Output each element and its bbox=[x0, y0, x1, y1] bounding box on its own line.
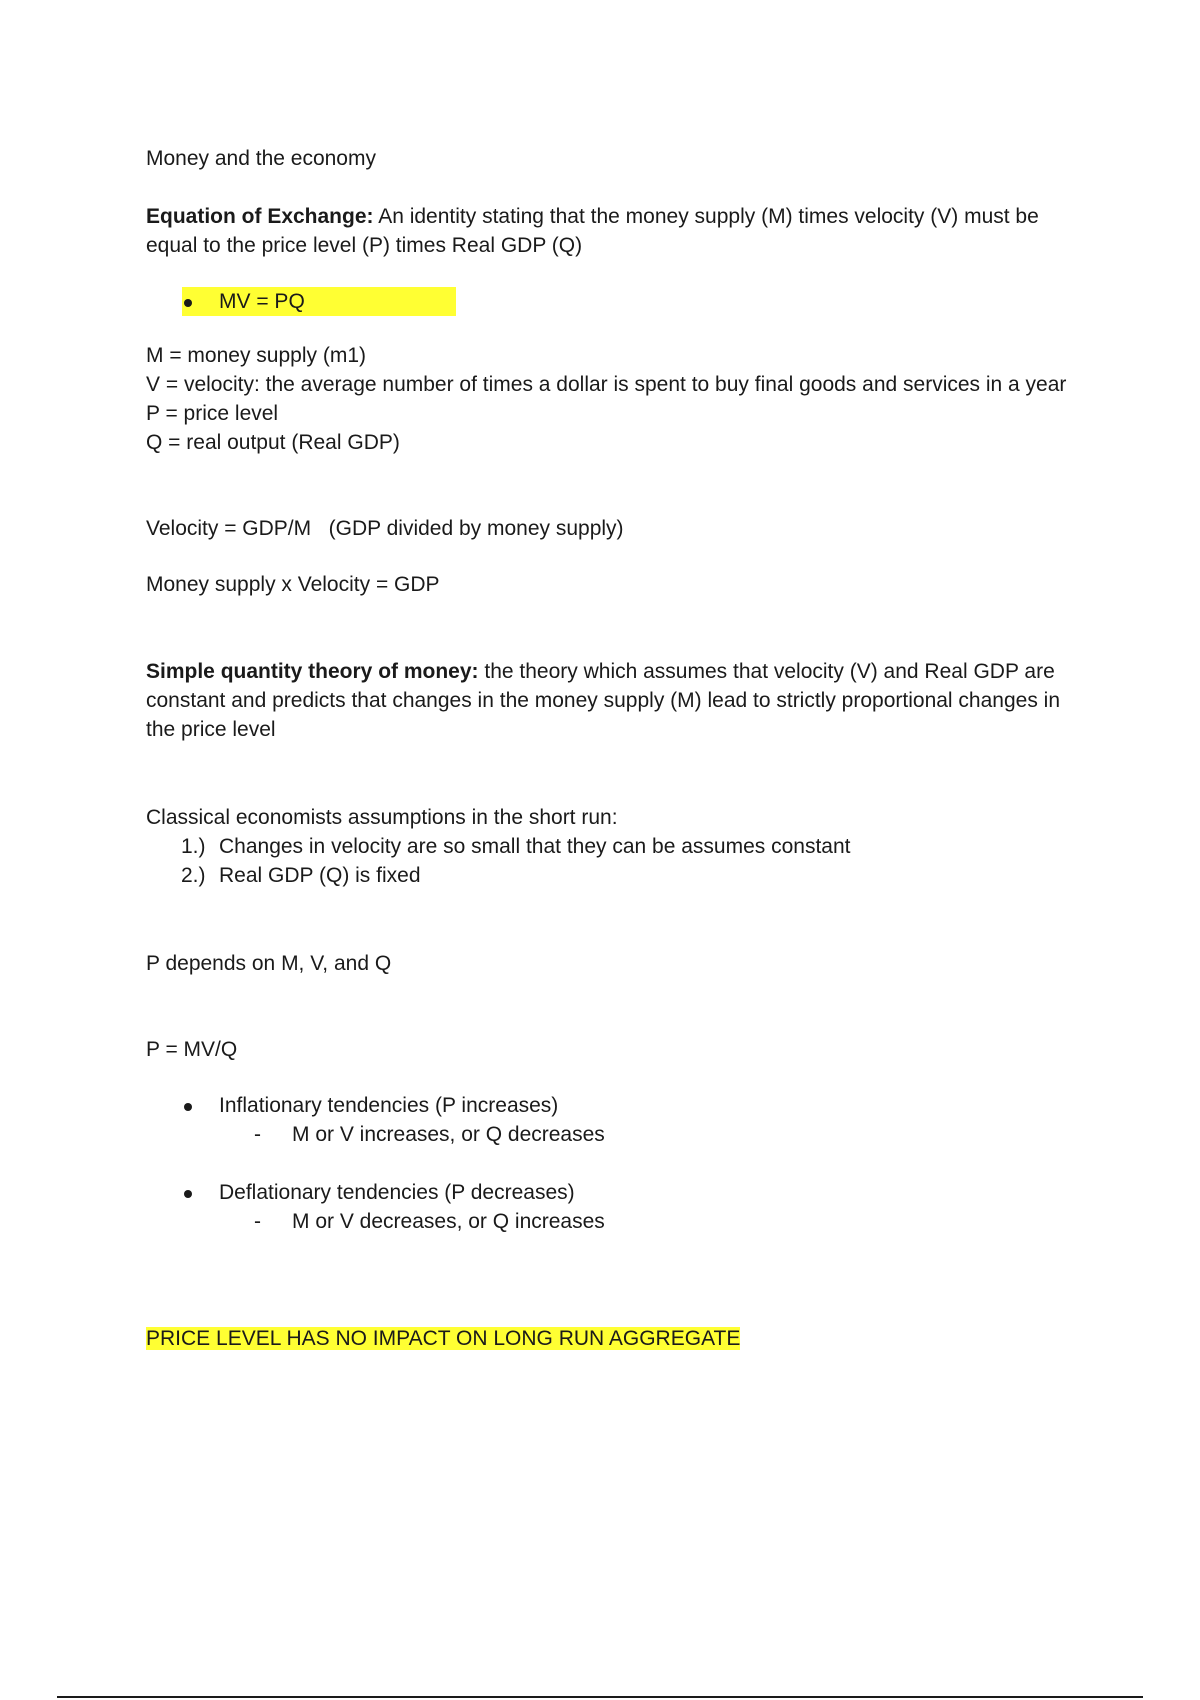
bullet-icon bbox=[184, 1190, 192, 1198]
list-item-text: Changes in velocity are so small that they can be assumes constant bbox=[219, 835, 851, 858]
variable-m: M = money supply (m1) bbox=[146, 344, 366, 367]
money-velocity-gdp: Money supply x Velocity = GDP bbox=[146, 573, 440, 596]
conclusion-highlight: PRICE LEVEL HAS NO IMPACT ON LONG RUN AGGREGATE bbox=[146, 1327, 741, 1350]
equation-of-exchange-paragraph bbox=[146, 202, 1086, 260]
variables-list bbox=[146, 341, 1086, 457]
tendency-inflationary-detail bbox=[146, 1120, 1086, 1149]
dash-marker: - bbox=[254, 1123, 261, 1146]
variable-q: Q = real output (Real GDP) bbox=[146, 431, 400, 454]
velocity-formula: Velocity = GDP/M (GDP divided by money supply) bbox=[146, 517, 624, 540]
page-title: Money and the economy bbox=[146, 147, 376, 170]
formula-bullet bbox=[146, 287, 1086, 316]
p-formula: P = MV/Q bbox=[146, 1038, 238, 1061]
tendency-label: Deflationary tendencies (P decreases) bbox=[219, 1181, 575, 1204]
tendency-detail: M or V decreases, or Q increases bbox=[292, 1210, 605, 1233]
classical-heading: Classical economists assumptions in the short run: bbox=[146, 806, 618, 829]
classical-item-2 bbox=[146, 861, 1086, 890]
conclusion-paragraph bbox=[146, 1324, 1086, 1353]
classical-item-1 bbox=[146, 832, 1086, 861]
tendency-label: Inflationary tendencies (P increases) bbox=[219, 1094, 559, 1117]
quantity-theory-term: Simple quantity theory of money: bbox=[146, 660, 479, 683]
equation-of-exchange-definition: An identity stating that the money supply (M) times velocity (V) must be equal to the price level (P) times Real GDP (Q) bbox=[146, 205, 1039, 257]
quantity-theory-definition: the theory which assumes that velocity (V) and Real GDP are constant and predicts that changes in the money supply (M) lead to strictly proportional changes in the price level bbox=[146, 660, 1061, 741]
document-body bbox=[146, 144, 1086, 1353]
list-number: 2.) bbox=[181, 864, 206, 887]
page-bottom-rule bbox=[57, 1696, 1143, 1698]
list-item-text: Real GDP (Q) is fixed bbox=[219, 864, 421, 887]
bullet-icon bbox=[184, 299, 192, 307]
bullet-icon bbox=[184, 1103, 192, 1111]
quantity-theory-paragraph bbox=[146, 657, 1086, 744]
dash-marker: - bbox=[254, 1210, 261, 1233]
mv-pq-formula: MV = PQ bbox=[219, 290, 305, 313]
variable-v: V = velocity: the average number of times a dollar is spent to buy final goods and services in a year bbox=[146, 373, 1067, 396]
tendency-inflationary bbox=[146, 1091, 1086, 1120]
variable-p: P = price level bbox=[146, 402, 279, 425]
tendency-detail: M or V increases, or Q decreases bbox=[292, 1123, 605, 1146]
equation-of-exchange-term: Equation of Exchange: bbox=[146, 205, 374, 228]
list-number: 1.) bbox=[181, 835, 206, 858]
tendency-deflationary-detail bbox=[146, 1207, 1086, 1236]
p-depends: P depends on M, V, and Q bbox=[146, 952, 392, 975]
tendency-deflationary bbox=[146, 1178, 1086, 1207]
